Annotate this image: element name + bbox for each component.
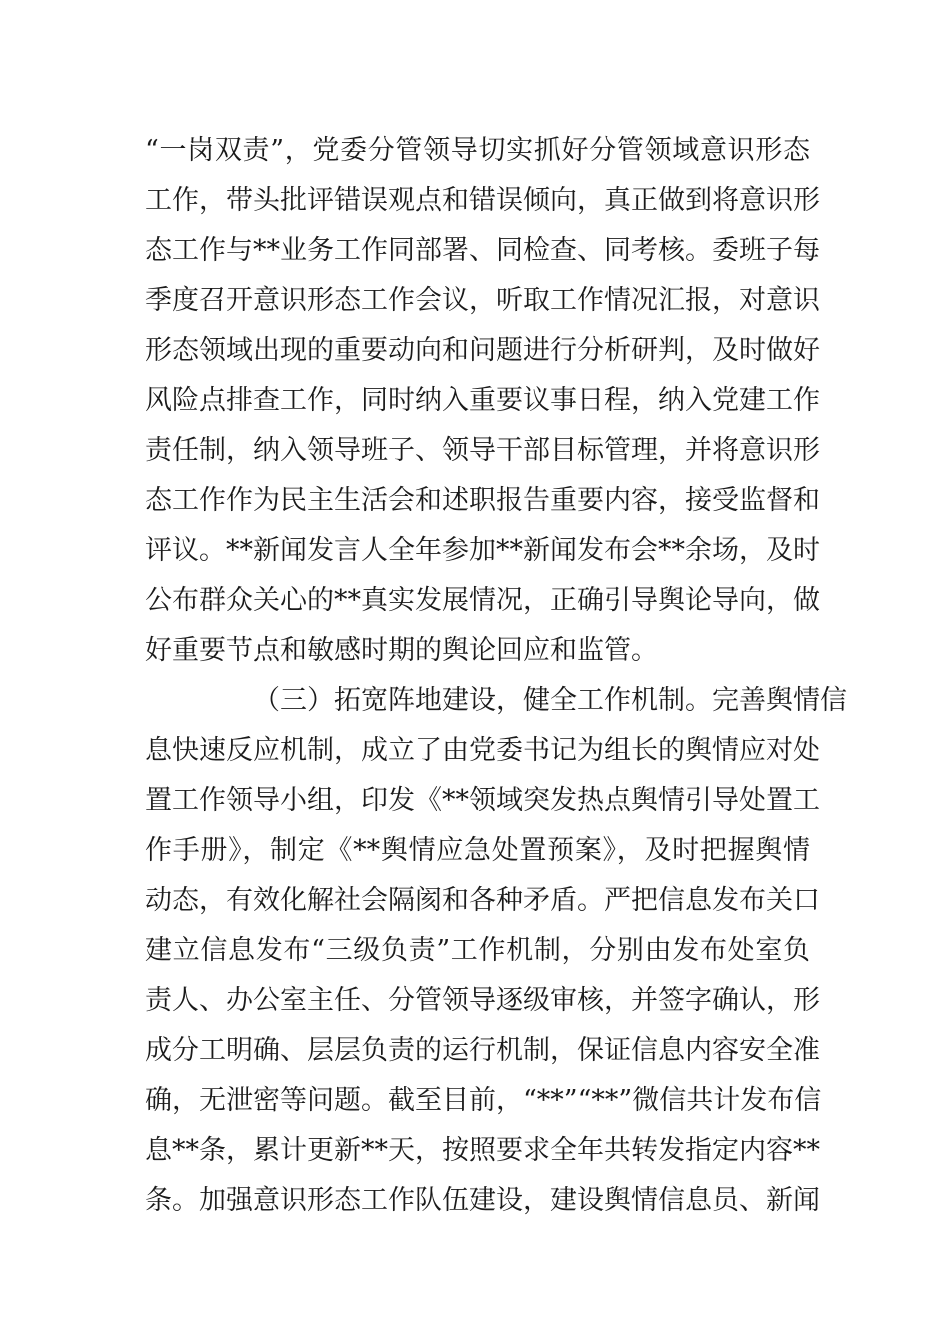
text-line: 责人、办公室主任、分管领导逐级审核，并签字确认，形: [145, 985, 820, 1016]
text-line: 息快速反应机制，成立了由党委书记为组长的舆情应对处: [145, 735, 820, 766]
text-line: 动态，有效化解社会隔阂和各种矛盾。严把信息发布关口: [145, 885, 820, 916]
text-line: 责任制，纳入领导班子、领导干部目标管理，并将意识形: [145, 435, 820, 466]
text-line: 态工作与**业务工作同部署、同检查、同考核。委班子每: [145, 235, 820, 266]
text-line: 建立信息发布“三级负责”工作机制，分别由发布处室负: [145, 935, 810, 966]
body-text: [145, 126, 847, 1226]
text-line: 条。加强意识形态工作队伍建设，建设舆情信息员、新闻: [145, 1185, 820, 1216]
text-line: 工作，带头批评错误观点和错误倾向，真正做到将意识形: [145, 185, 820, 216]
text-line: “一岗双责”，党委分管领导切实抓好分管领域意识形态: [145, 135, 810, 166]
text-line: 评议。**新闻发言人全年参加**新闻发布会**余场，及时: [145, 535, 820, 566]
text-line: 息**条，累计更新**天，按照要求全年共转发指定内容**: [145, 1135, 820, 1166]
text-line: 形态领域出现的重要动向和问题进行分析研判，及时做好: [145, 335, 820, 366]
text-line: 好重要节点和敏感时期的舆论回应和监管。: [145, 635, 658, 666]
section-heading-line: （三）拓宽阵地建设，健全工作机制。完善舆情信: [253, 685, 847, 716]
text-line: 确，无泄密等问题。截至目前，“**”“**”微信共计发布信: [145, 1085, 822, 1116]
text-line: 季度召开意识形态工作会议，听取工作情况汇报，对意识: [145, 285, 820, 316]
text-line: 公布群众关心的**真实发展情况，正确引导舆论导向，做: [145, 585, 820, 616]
text-line: 置工作领导小组，印发《**领域突发热点舆情引导处置工: [145, 785, 820, 816]
text-line: 风险点排查工作，同时纳入重要议事日程，纳入党建工作: [145, 385, 820, 416]
text-line: 作手册》，制定《**舆情应急处置预案》，及时把握舆情: [145, 835, 810, 866]
text-line: 态工作作为民主生活会和述职报告重要内容，接受监督和: [145, 485, 820, 516]
text-line: 成分工明确、层层负责的运行机制，保证信息内容安全准: [145, 1035, 820, 1066]
